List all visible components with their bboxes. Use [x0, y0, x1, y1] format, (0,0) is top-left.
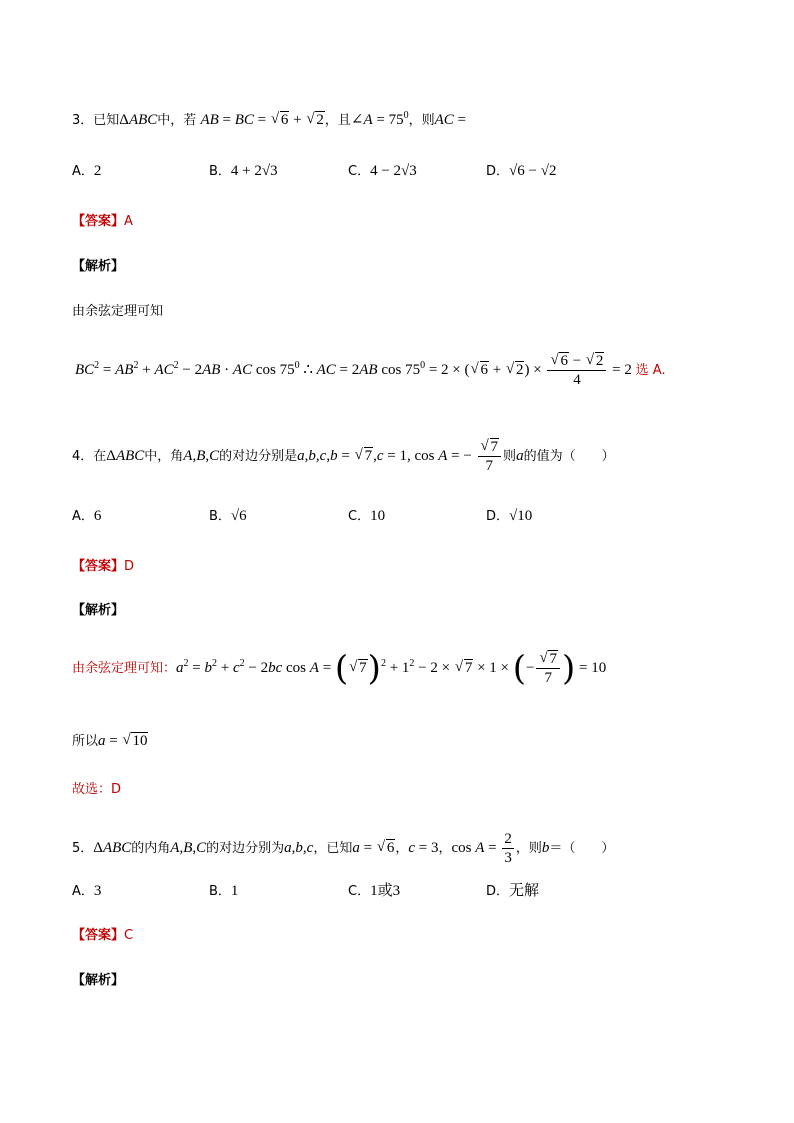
- q3-option-b[interactable]: B．4 + 2√3: [209, 163, 278, 179]
- q5-option-a[interactable]: A．3: [72, 883, 102, 899]
- q3-answer: 【答案】A: [72, 214, 133, 229]
- q4-option-a[interactable]: A．6: [72, 508, 102, 524]
- q4-option-b[interactable]: B．√6: [209, 508, 247, 524]
- q5-option-c[interactable]: C．1或3: [348, 883, 401, 899]
- q5-answer: 【答案】C: [72, 928, 134, 943]
- q3-option-a[interactable]: A．2: [72, 163, 102, 179]
- q4-analysis-formula: 由余弦定理可知：$a^2 = b^2 + c^2 - 2bc$ cos A = (√ $7)^2 + 1^2 - 2$ × √ 7 × 1 × (− √ $\frac{7}{7}$ ) = 10: [72, 650, 606, 687]
- q3-analysis-formula: $BC^2 = AB^2 + AC^2 - 2AB$ · AC $\cos 75^0$ ∴ AC = 2AB $\cos 75^0 = 2$ × (√ 6 + √ 2) × √ $\frac{6 - √ 2}{4}$ = 2 选 A.: [75, 352, 666, 389]
- q5-stem: 5．ΔABC的内角A,B,C的对边分别为a,b,c，已知a = √ 6，c = 3，cos A = $\frac{2}{3}$ ，则b＝（ ）: [72, 830, 614, 867]
- q3-analysis-heading: 【解析】: [72, 259, 125, 274]
- q5-option-b[interactable]: B．1: [209, 883, 239, 899]
- q4-answer: 【答案】D: [72, 559, 135, 574]
- q4-choose: 故选：D: [72, 782, 122, 797]
- q3-option-c[interactable]: C．4 − 2√3: [348, 163, 417, 179]
- q3-option-d[interactable]: D．√6 − √2: [486, 163, 557, 179]
- q5-option-d[interactable]: D．无解: [486, 883, 540, 899]
- q5-analysis-heading: 【解析】: [72, 973, 125, 988]
- q4-analysis-heading: 【解析】: [72, 603, 125, 618]
- q4-option-c[interactable]: C．10: [348, 508, 386, 524]
- q4-so-line: 所以a = √ 10: [72, 731, 148, 752]
- q4-stem: 4．在ΔABC中，角A,B,C的对边分别是a,b,c,b = √ 7,c = 1, cos A = − √ $\frac{7}{7}$ 则a的值为（ ）: [72, 438, 615, 475]
- q3-stem: 3．已知ΔABC中，若 AB = BC = √ 6 + √ 2，且∠A = $75^0$，则AC =: [72, 106, 466, 131]
- q3-analysis-line1: 由余弦定理可知: [72, 304, 164, 319]
- q4-option-d[interactable]: D．√10: [486, 508, 533, 524]
- q3-eq-ab-bc: AB: [200, 112, 219, 128]
